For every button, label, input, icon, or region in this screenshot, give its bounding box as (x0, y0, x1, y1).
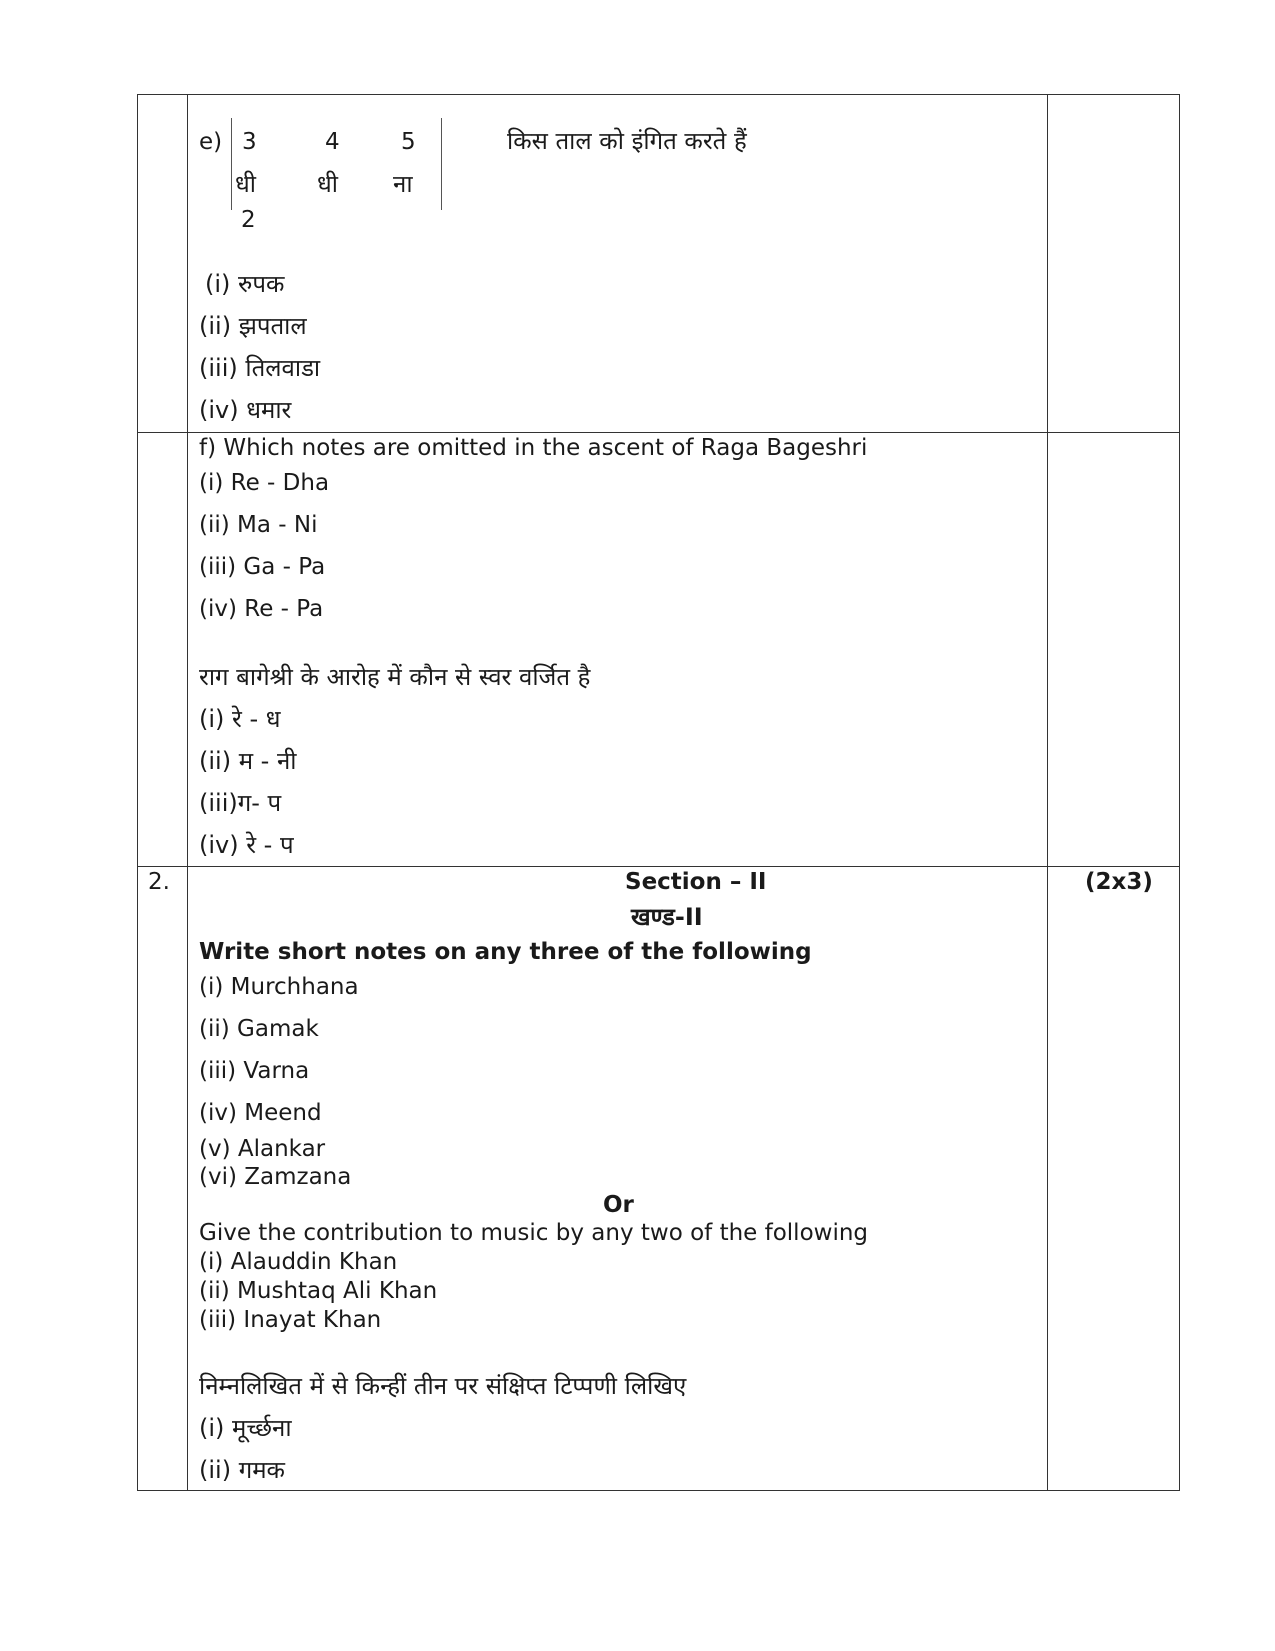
option: (iii) तिलवाडा (199, 354, 321, 382)
option: (ii) म - नी (199, 747, 297, 775)
option: (ii) Ma - Ni (199, 512, 318, 538)
option: (iii) Ga - Pa (199, 554, 326, 580)
tala-marker: 2 (241, 207, 256, 233)
option: (iv) रे - प (199, 831, 294, 859)
alternative-question: Give the contribution to music by any two of the following (199, 1220, 869, 1246)
option: (vi) Zamzana (199, 1164, 352, 1190)
option: (i) मूर्च्छना (199, 1414, 292, 1442)
option: (i) Alauddin Khan (199, 1249, 398, 1275)
question-f-text-hi: राग बागेश्री के आरोह में कौन से स्वर वर्जित है (199, 663, 591, 691)
option: (iv) Meend (199, 1100, 322, 1126)
question-f-text-en: f) Which notes are omitted in the ascent of Raga Bageshri (199, 435, 868, 461)
or-label: Or (603, 1192, 634, 1218)
section-title-hi: खण्ड-II (631, 903, 703, 931)
option: (i) रे - ध (199, 705, 281, 733)
tala-beat: 4 (325, 129, 340, 155)
option: (ii) Mushtaq Ali Khan (199, 1278, 438, 1304)
tala-right-bar (441, 118, 442, 210)
option: (ii) गमक (199, 1456, 285, 1484)
tala-beat: 5 (401, 129, 416, 155)
section-title: Section – II (625, 869, 767, 895)
tala-bol: धी (235, 170, 256, 198)
instruction-hi: निम्नलिखित में से किन्हीं तीन पर संक्षिप्त टिप्पणी लिखिए (199, 1372, 687, 1400)
option: (ii) झपताल (199, 312, 307, 340)
option: (v) Alankar (199, 1136, 326, 1162)
tala-bol: धी (317, 170, 338, 198)
option: (i) Re - Dha (199, 470, 330, 496)
question-number: 2. (148, 869, 170, 895)
question-e-text: किस ताल को इंगित करते हैं (507, 127, 747, 155)
option: (iii) Inayat Khan (199, 1307, 382, 1333)
row-divider-2 (138, 866, 1179, 867)
marks: (2x3) (1085, 869, 1153, 895)
option: (iii)ग- प (199, 789, 282, 817)
row-divider-1 (138, 432, 1179, 433)
option: (iv) धमार (199, 396, 292, 424)
option: (iii) Varna (199, 1058, 310, 1084)
tala-bol: ना (393, 170, 413, 198)
question-e-label: e) (199, 129, 223, 155)
option: (iv) Re - Pa (199, 596, 324, 622)
column-divider-marks (1047, 95, 1048, 1490)
option: (i) रुपक (205, 270, 285, 298)
instruction: Write short notes on any three of the following (199, 939, 812, 965)
option: (ii) Gamak (199, 1016, 319, 1042)
column-divider-number (187, 95, 188, 1490)
tala-left-bar (231, 118, 232, 210)
option: (i) Murchhana (199, 974, 359, 1000)
tala-beat: 3 (242, 129, 257, 155)
